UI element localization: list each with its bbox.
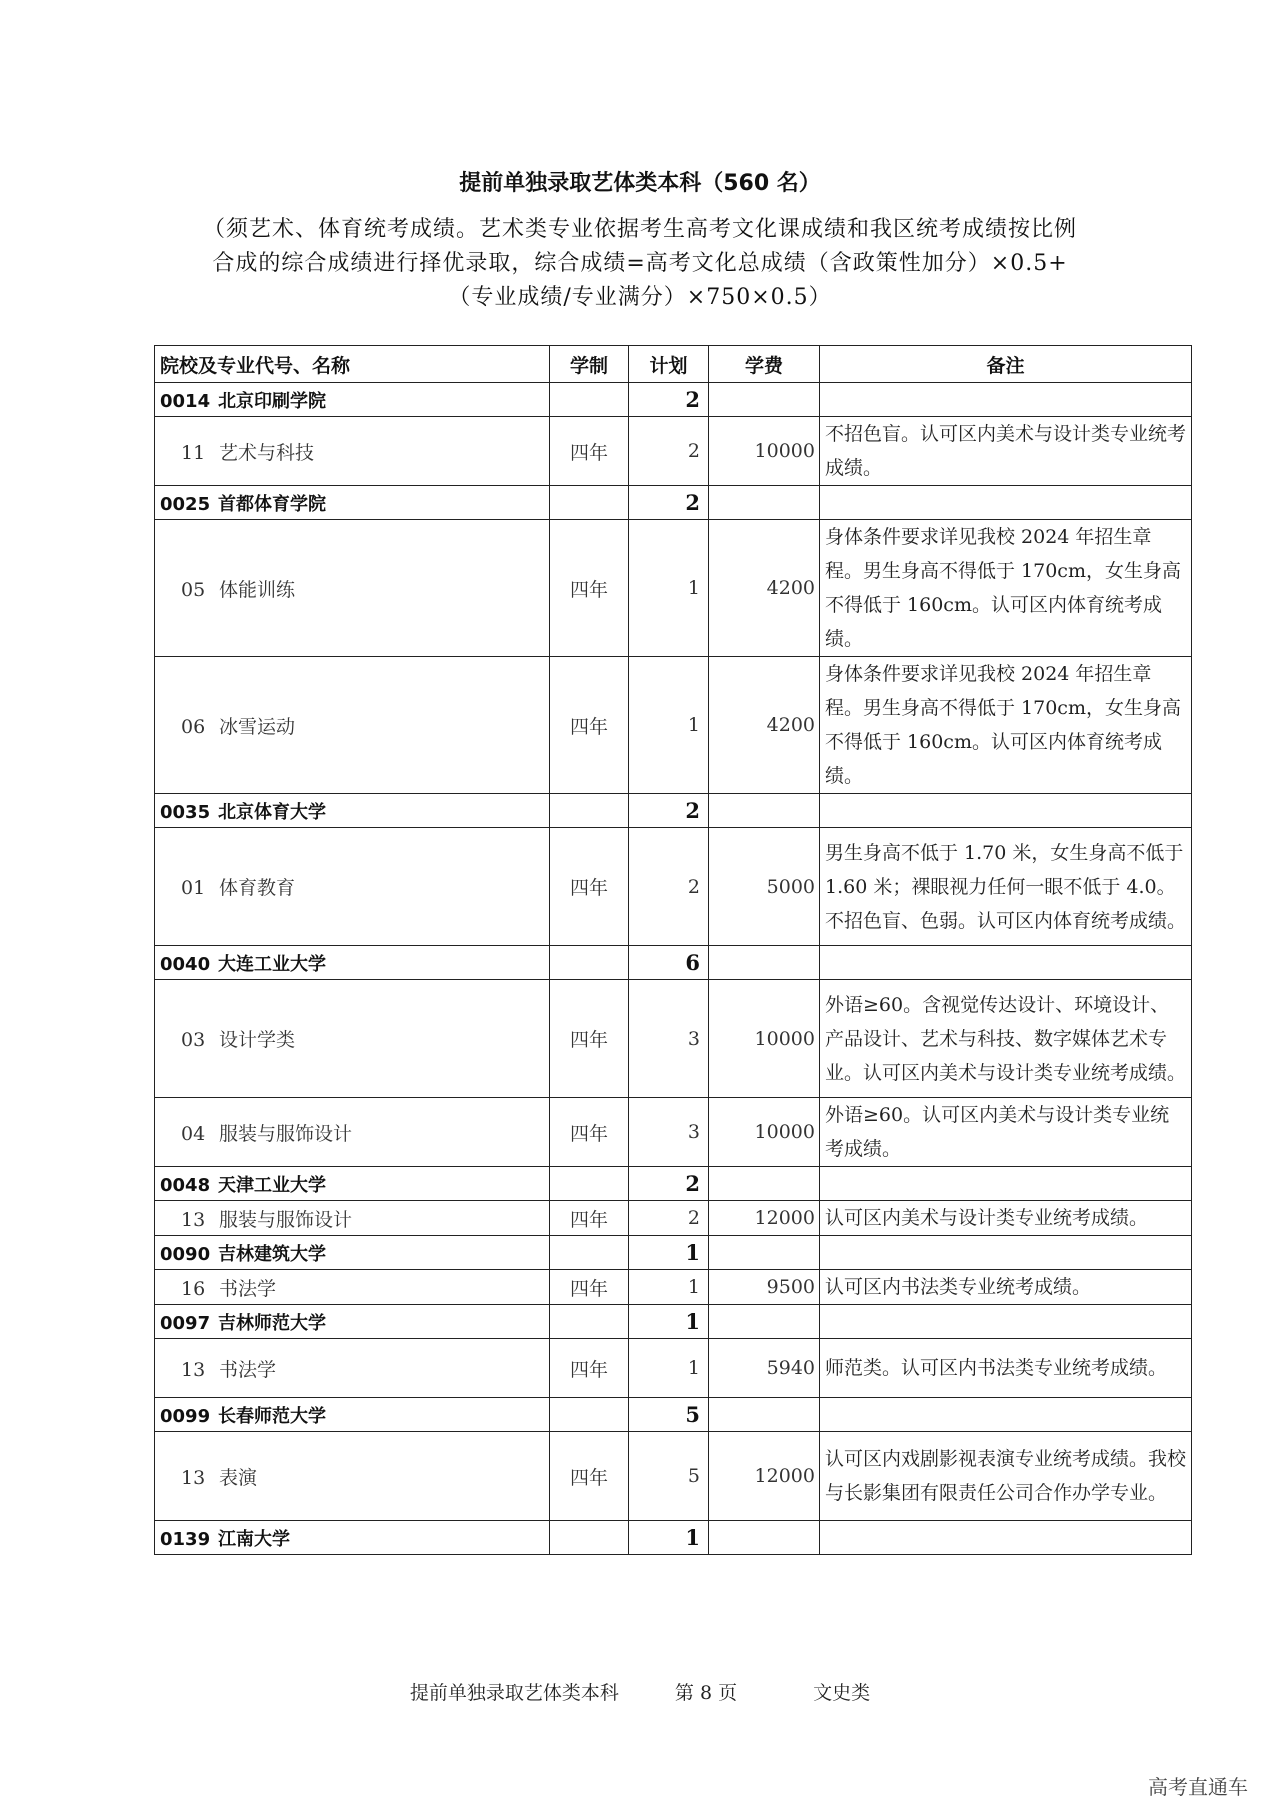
school-name (155, 1305, 550, 1339)
major-years: 四年 (550, 417, 629, 486)
school-code: 0014 (160, 390, 211, 412)
major-title: 设计学类 (219, 1029, 296, 1051)
major-remark: 认可区内美术与设计类专业统考成绩。 (820, 1201, 1192, 1236)
school-fee (709, 1167, 820, 1201)
major-title: 体能训练 (219, 578, 296, 601)
school-years (550, 946, 629, 980)
major-fee: 4200 (709, 520, 820, 657)
school-row (155, 946, 1192, 980)
school-fee (709, 1398, 820, 1432)
major-code: 16 (181, 1277, 206, 1300)
major-years: 四年 (550, 1432, 629, 1521)
school-name (155, 1236, 550, 1270)
major-name (155, 417, 550, 486)
table-body (155, 383, 1192, 1555)
school-years (550, 794, 629, 828)
major-remark: 外语≥60。认可区内美术与设计类专业统考成绩。 (820, 1098, 1192, 1167)
school-plan: 5 (629, 1398, 709, 1432)
major-plan: 3 (629, 980, 709, 1098)
school-code: 0090 (160, 1243, 211, 1265)
major-row (155, 1201, 1192, 1236)
page-footer (0, 1678, 1280, 1705)
major-row (155, 828, 1192, 946)
major-row (155, 1432, 1192, 1521)
school-row (155, 1236, 1192, 1270)
school-row (155, 1398, 1192, 1432)
school-name (155, 1521, 550, 1555)
major-code: 13 (181, 1208, 206, 1231)
school-years (550, 1398, 629, 1432)
header-plan: 计划 (629, 346, 709, 383)
major-name (155, 1339, 550, 1398)
school-code: 0099 (160, 1405, 211, 1427)
school-code: 0139 (160, 1528, 211, 1550)
school-name (155, 383, 550, 417)
page-title: 提前单独录取艺体类本科（560 名） (459, 171, 821, 196)
school-fee (709, 486, 820, 520)
school-fee (709, 946, 820, 980)
major-fee: 9500 (709, 1270, 820, 1305)
major-fee: 10000 (709, 1098, 820, 1167)
school-remark (820, 1236, 1192, 1270)
major-plan: 2 (629, 1201, 709, 1236)
note-line-3: （专业成绩/专业满分）×750×0.5） (448, 285, 832, 310)
school-remark (820, 946, 1192, 980)
major-name (155, 1098, 550, 1167)
major-name (155, 520, 550, 657)
school-title: 大连工业大学 (218, 953, 326, 975)
school-name (155, 1398, 550, 1432)
school-remark (820, 1398, 1192, 1432)
major-plan: 1 (629, 657, 709, 794)
school-remark (820, 794, 1192, 828)
note-line-2: 合成的综合成绩进行择优录取，综合成绩=高考文化总成绩（含政策性加分）×0.5+ (212, 251, 1068, 276)
school-title: 北京体育大学 (218, 801, 326, 823)
school-title: 天津工业大学 (218, 1174, 326, 1196)
major-title: 服装与服饰设计 (219, 1208, 353, 1231)
school-remark (820, 486, 1192, 520)
major-row (155, 520, 1192, 657)
school-title: 吉林建筑大学 (218, 1243, 326, 1265)
school-code: 0025 (160, 493, 211, 515)
major-remark: 师范类。认可区内书法类专业统考成绩。 (820, 1339, 1192, 1398)
school-row (155, 1305, 1192, 1339)
major-plan: 1 (629, 1339, 709, 1398)
school-plan: 2 (629, 486, 709, 520)
school-name (155, 1167, 550, 1201)
major-code: 04 (181, 1122, 206, 1145)
major-name (155, 1270, 550, 1305)
school-plan: 6 (629, 946, 709, 980)
major-fee: 5940 (709, 1339, 820, 1398)
note-line-1: （须艺术、体育统考成绩。艺术类专业依据考生高考文化课成绩和我区统考成绩按比例 (202, 217, 1077, 242)
footer-section: 提前单独录取艺体类本科 (409, 1682, 619, 1704)
school-remark (820, 383, 1192, 417)
major-code: 03 (181, 1029, 206, 1051)
major-name (155, 1432, 550, 1521)
major-fee: 12000 (709, 1432, 820, 1521)
school-years (550, 486, 629, 520)
header-years: 学制 (550, 346, 629, 383)
major-code: 05 (181, 578, 206, 601)
major-remark: 身体条件要求详见我校 2024 年招生章程。男生身高不得低于 170cm，女生身高不得低于 160cm。认可区内体育统考成绩。 (820, 657, 1192, 794)
major-title: 表演 (219, 1466, 258, 1489)
school-years (550, 1167, 629, 1201)
school-fee (709, 1305, 820, 1339)
table-header-row (155, 346, 1192, 383)
major-fee: 10000 (709, 417, 820, 486)
major-row (155, 980, 1192, 1098)
school-years (550, 1521, 629, 1555)
header-fee: 学费 (709, 346, 820, 383)
major-row (155, 1339, 1192, 1398)
school-row (155, 1167, 1192, 1201)
major-title: 体育教育 (219, 877, 296, 899)
school-title: 吉林师范大学 (218, 1312, 326, 1334)
school-title: 首都体育学院 (218, 493, 326, 515)
major-code: 01 (181, 877, 206, 899)
major-title: 艺术与科技 (219, 441, 315, 464)
major-name (155, 828, 550, 946)
school-code: 0040 (160, 953, 211, 975)
admission-table (154, 345, 1192, 1555)
school-code: 0035 (160, 801, 211, 823)
school-remark (820, 1521, 1192, 1555)
major-title: 书法学 (219, 1358, 277, 1381)
school-remark (820, 1167, 1192, 1201)
major-plan: 2 (629, 417, 709, 486)
major-code: 11 (181, 441, 206, 464)
major-years: 四年 (550, 828, 629, 946)
major-remark: 外语≥60。含视觉传达设计、环境设计、产品设计、艺术与科技、数字媒体艺术专业。认可区内美术与设计类专业统考成绩。 (820, 980, 1192, 1098)
major-row (155, 657, 1192, 794)
school-code: 0097 (160, 1312, 211, 1334)
footer-page: 第 8 页 (674, 1682, 738, 1704)
major-row (155, 417, 1192, 486)
school-row (155, 383, 1192, 417)
major-remark: 认可区内戏剧影视表演专业统考成绩。我校与长影集团有限责任公司合作办学专业。 (820, 1432, 1192, 1521)
school-plan: 2 (629, 1167, 709, 1201)
major-remark: 男生身高不低于 1.70 米，女生身高不低于 1.60 米；裸眼视力任何一眼不低于 4.0。不招色盲、色弱。认可区内体育统考成绩。 (820, 828, 1192, 946)
school-title: 长春师范大学 (218, 1405, 326, 1427)
major-name (155, 657, 550, 794)
school-row (155, 486, 1192, 520)
major-code: 13 (181, 1358, 206, 1381)
school-fee (709, 794, 820, 828)
major-fee: 10000 (709, 980, 820, 1098)
major-remark: 不招色盲。认可区内美术与设计类专业统考成绩。 (820, 417, 1192, 486)
school-years (550, 1305, 629, 1339)
school-plan: 1 (629, 1236, 709, 1270)
school-plan: 2 (629, 794, 709, 828)
school-plan: 1 (629, 1305, 709, 1339)
school-name (155, 794, 550, 828)
major-code: 13 (181, 1466, 206, 1489)
school-plan: 2 (629, 383, 709, 417)
school-name (155, 946, 550, 980)
major-years: 四年 (550, 657, 629, 794)
major-row (155, 1098, 1192, 1167)
major-years: 四年 (550, 520, 629, 657)
major-name (155, 1201, 550, 1236)
school-code: 0048 (160, 1174, 211, 1196)
major-remark: 身体条件要求详见我校 2024 年招生章程。男生身高不得低于 170cm，女生身高不得低于 160cm。认可区内体育统考成绩。 (820, 520, 1192, 657)
school-title: 北京印刷学院 (218, 390, 326, 412)
major-years: 四年 (550, 1339, 629, 1398)
school-plan: 1 (629, 1521, 709, 1555)
major-years: 四年 (550, 980, 629, 1098)
major-remark: 认可区内书法类专业统考成绩。 (820, 1270, 1192, 1305)
major-plan: 1 (629, 1270, 709, 1305)
major-fee: 5000 (709, 828, 820, 946)
header-name: 院校及专业代号、名称 (155, 346, 550, 383)
major-plan: 3 (629, 1098, 709, 1167)
major-title: 书法学 (219, 1277, 277, 1300)
header-remark: 备注 (820, 346, 1192, 383)
major-years: 四年 (550, 1098, 629, 1167)
major-years: 四年 (550, 1270, 629, 1305)
major-fee: 4200 (709, 657, 820, 794)
footer-category: 文史类 (813, 1682, 871, 1704)
major-years: 四年 (550, 1201, 629, 1236)
major-title: 服装与服饰设计 (219, 1122, 353, 1145)
major-plan: 5 (629, 1432, 709, 1521)
major-name (155, 980, 550, 1098)
school-title: 江南大学 (218, 1528, 290, 1550)
school-fee (709, 383, 820, 417)
school-remark (820, 1305, 1192, 1339)
major-row (155, 1270, 1192, 1305)
brand-watermark: 高考直通车 (1148, 1775, 1248, 1799)
school-row (155, 794, 1192, 828)
school-name (155, 486, 550, 520)
major-plan: 1 (629, 520, 709, 657)
major-code: 06 (181, 715, 206, 738)
major-plan: 2 (629, 828, 709, 946)
school-fee (709, 1236, 820, 1270)
major-fee: 12000 (709, 1201, 820, 1236)
school-row (155, 1521, 1192, 1555)
school-fee (709, 1521, 820, 1555)
major-title: 冰雪运动 (219, 715, 296, 738)
school-years (550, 383, 629, 417)
school-years (550, 1236, 629, 1270)
